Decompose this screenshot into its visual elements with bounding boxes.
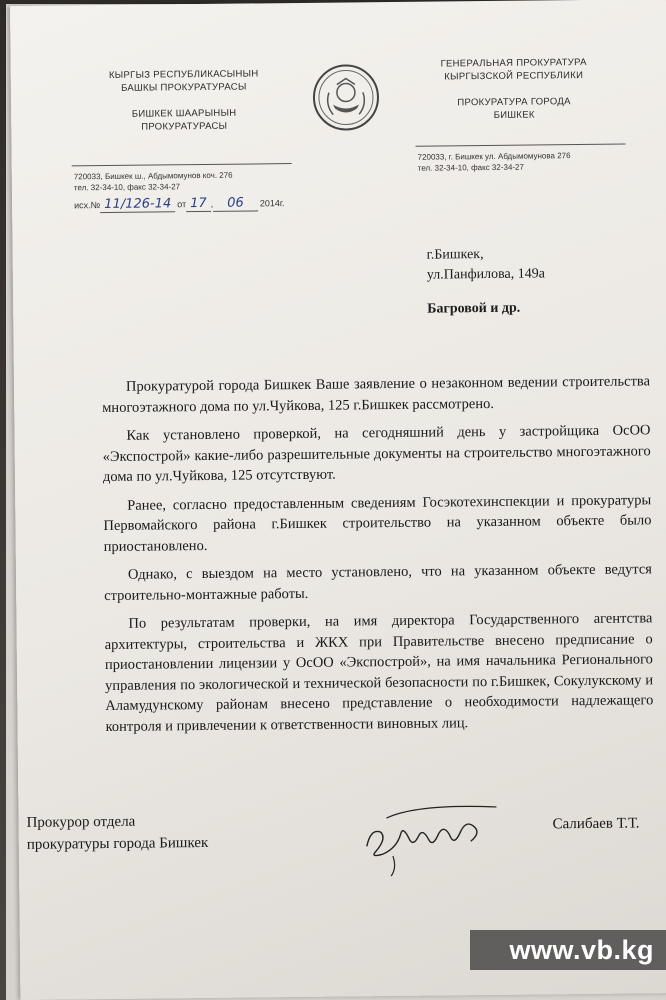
body-paragraph-2: Как установлено проверкой, на сегодняшний день у застройщика ОсОО «Экспострой» какие-либо разрешительные документы на строительство многоэтажного дома по ул.Чуйкова, 125 отсутствуют. xyxy=(102,422,651,486)
address-russian xyxy=(418,150,571,174)
address-kyrgyz-line1: 720033, Бишкек ш., Абдымомунов коч. 276 xyxy=(73,170,233,182)
header-kyrgyz-line3: БИШКЕК ШААРЫНЫН xyxy=(131,107,237,120)
handwritten-signature xyxy=(356,797,507,879)
body-paragraph-5: По результатам проверки, на имя директора Государственного агентства архитектуры, строительства и ЖКХ при Правительстве внесено предписание о приостановлении лицензии у ОсОО «Экспострой», на имя начальника Регионального управления по экологической и технической безопасности по г.Бишкек, Сокулукскому и Аламудунскому районам внесено представление о необходимости надлежащего контроля и привлечении к ответственности виновных лиц. xyxy=(104,610,654,735)
outgoing-from-label: от xyxy=(177,199,187,210)
header-russian-line2: КЫРГЫЗСКОЙ РЕСПУБЛИКИ xyxy=(444,70,584,83)
outgoing-number: исх.№ 11/126-14 от 17 , 06 2014г. xyxy=(74,195,285,213)
outgoing-number-value: 11/126-14 xyxy=(100,196,175,213)
header-russian-line3: ПРОКУРАТУРА ГОРОДА xyxy=(457,96,571,109)
document-page xyxy=(10,0,666,1000)
state-emblem-icon xyxy=(311,62,382,133)
outgoing-year: 2014г. xyxy=(259,198,285,209)
signatory-name: Салибаев Т.Т. xyxy=(552,815,640,833)
site-watermark xyxy=(470,930,666,970)
body-paragraph-1: Прокуратурой города Бишкек Ваше заявление о незаконном ведении строительства многоэтажного дома по ул.Чуйкова, 125 г.Бишкек рассмотрено. xyxy=(102,373,651,416)
address-russian-line1: 720033, г. Бишкек ул. Абдымомунова 276 xyxy=(417,151,571,162)
header-kyrgyz-line4: ПРОКУРАТУРАСЫ xyxy=(141,120,228,133)
header-russian-line4: БИШКЕК xyxy=(493,109,535,121)
recipient-name: Багровой и др. xyxy=(427,300,521,317)
outgoing-prefix: исх.№ xyxy=(74,200,101,211)
header-kyrgyz-line2: БАШКЫ ПРОКУРАТУРАСЫ xyxy=(120,81,247,94)
divider-right xyxy=(415,144,625,147)
header-kyrgyz-line1: КЫРГЫЗ РЕСПУБЛИКАСЫНЫН xyxy=(108,68,259,81)
signatory-title-line1: Прокурор отдела xyxy=(26,813,136,831)
address-russian-line2: тел. 32-34-10, факс 32-34-27 xyxy=(417,162,524,173)
address-kyrgyz-line2: тел. 32-34-10, факс 32-34-27 xyxy=(73,182,181,193)
recipient-city: г.Бишкек, xyxy=(426,247,484,263)
outgoing-day: 17 xyxy=(186,196,211,212)
signatory-title xyxy=(26,810,208,856)
letter-body xyxy=(102,371,654,745)
body-paragraph-3: Ранее, согласно предоставленным сведениям Госэкотехинспекции и прокуратуры Первомайского района г.Бишкек строительство на указанном объекте было приостановлено. xyxy=(103,491,652,555)
header-russian xyxy=(419,56,610,123)
header-russian-line1: ГЕНЕРАЛЬНАЯ ПРОКУРАТУРА xyxy=(440,56,587,70)
recipient-street: ул.Панфилова, 149а xyxy=(426,266,546,283)
body-paragraph-4: Однако, с выездом на место установлено, что на указанном объекте ведутся строительно-монтажные работы. xyxy=(104,561,653,604)
outgoing-month: 06 xyxy=(213,195,258,211)
address-kyrgyz xyxy=(74,170,233,194)
signatory-title-line2: прокуратуры города Бишкек xyxy=(26,834,209,853)
divider-left xyxy=(72,163,292,166)
watermark-text: www.vb.kg xyxy=(509,935,654,965)
header-kyrgyz xyxy=(99,67,270,134)
